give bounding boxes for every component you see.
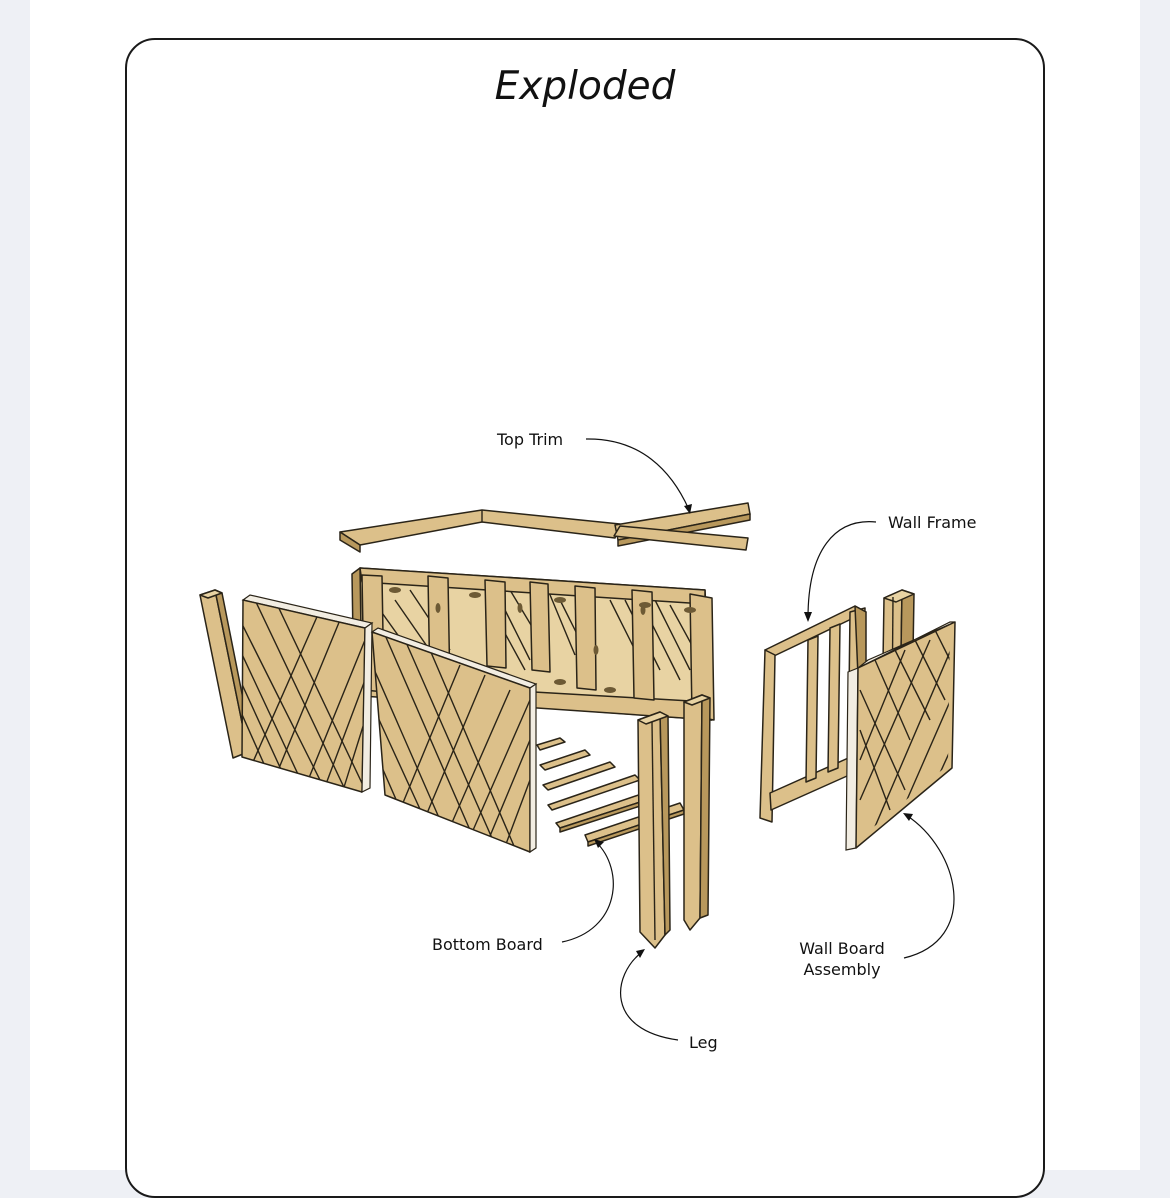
leader-top-trim [586,439,690,512]
label-wall-board-line1: Wall Board [799,939,885,958]
label-wall-board-line2: Assembly [803,960,881,979]
drawing-title: Exploded [494,64,676,109]
label-leg: Leg [689,1033,718,1052]
front-legs [638,695,710,948]
label-top-trim: Top Trim [497,430,564,449]
leader-wall-frame [808,522,876,618]
label-bottom-board: Bottom Board [432,935,543,954]
label-wall-frame: Wall Frame [888,513,977,532]
wall-board-left-rear [240,595,372,800]
leader-wall-board-assembly [904,815,954,958]
leader-leg [621,952,678,1040]
leader-bottom-board [562,842,613,942]
